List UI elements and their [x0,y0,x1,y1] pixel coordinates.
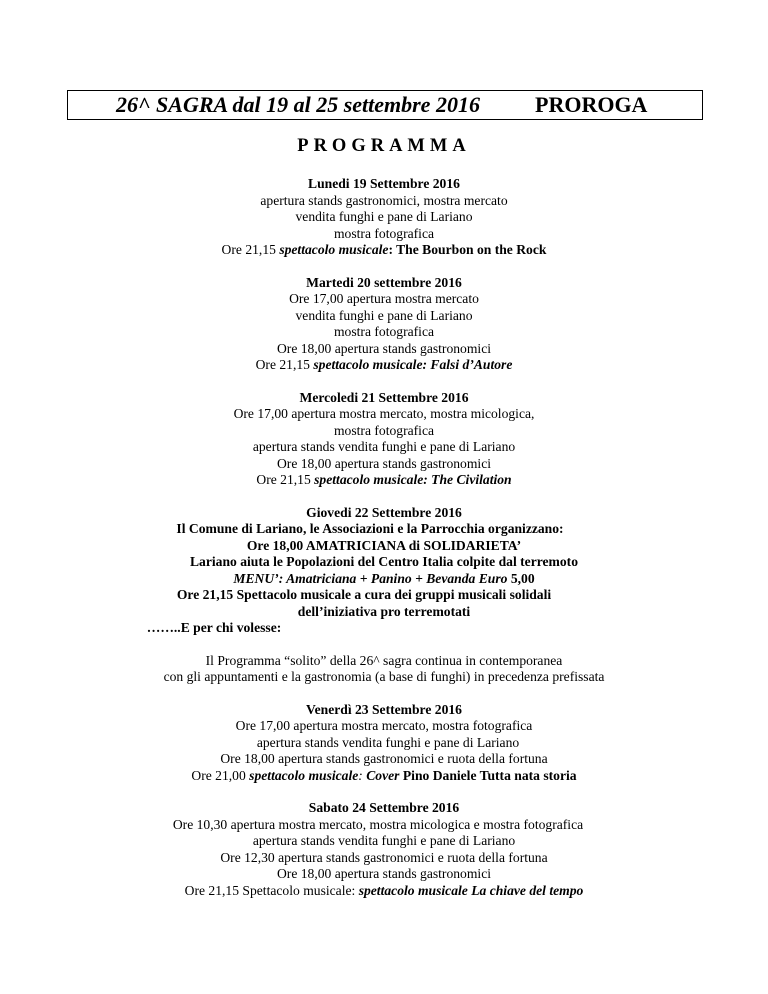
program-line: Ore 18,00 AMATRICIANA di SOLIDARIETA’ [246,537,522,553]
program-line: Ore 17,00 apertura mostra mercato [289,291,479,306]
program-line: Lariano aiuta le Popolazioni del Centro Italia colpite dal terremoto [189,554,578,569]
day-thursday [0,505,768,637]
program-body [0,176,768,899]
note-line: con gli appuntamenti e la gastronomia (a base di funghi) in precedenza prefissata [163,669,605,684]
program-line: Ore 18,00 apertura stands gastronomici [276,866,492,881]
menu-text: MENU’: Amatriciana + Panino + Bevanda Euro [233,570,508,586]
program-line: dell’iniziativa pro terremotati [297,603,471,619]
program-line [0,768,768,785]
program-line: vendita funghi e pane di Lariano [295,209,473,224]
show-label: spettacolo musicale La chiave del tempo [358,882,584,898]
program-line [0,357,768,374]
time-text: Ore 21,15 [255,357,314,372]
program-line [0,883,768,900]
time-text: Ore 21,15 Spettacolo musicale: [184,882,359,898]
day-heading: Lunedi 19 Settembre 2016 [308,176,460,191]
program-line: Ore 17,00 apertura mostra mercato, mostra micologica, [233,406,535,421]
program-line: Ore 18,00 apertura stands gastronomici [276,340,492,356]
show-label: spettacolo musicale [279,242,389,257]
show-label: spettacolo musicale [249,767,359,783]
day-heading: Mercoledi 21 Settembre 2016 [299,389,469,405]
day-heading: Martedi 20 settembre 2016 [306,274,462,290]
time-text: Ore 21,15 [221,242,280,257]
time-text: Ore 21,00 [191,767,250,783]
program-line: apertura stands vendita funghi e pane di Lariano [252,439,516,454]
program-line: Ore 12,30 apertura stands gastronomici e ruota della fortuna [220,849,548,865]
program-line: mostra fotografica [333,422,435,438]
event-title: 26^ SAGRA dal 19 al 25 settembre 2016 [116,92,480,117]
day-saturday [0,800,768,899]
program-line: Ore 17,00 apertura mostra mercato, mostra fotografica [235,718,533,733]
note-line: Il Programma “solito” della 26^ sagra continua in contemporanea [205,652,563,668]
menu-price: 5,00 [507,570,535,586]
program-line: Ore 10,30 apertura mostra mercato, mostra micologica e mostra fotografica [172,816,584,832]
day-wednesday [0,390,768,489]
time-text: Ore 21,15 [256,472,315,487]
program-line [0,571,768,588]
show-act: : The Bourbon on the Rock [388,242,547,257]
program-line: mostra fotografica [333,225,435,241]
show-colon: : [358,767,367,783]
title-box [67,90,703,120]
program-heading: PROGRAMMA [297,136,471,156]
show-label: spettacolo musicale: Falsi d’Autore [313,357,513,372]
program-note [0,653,768,686]
program-line: Ore 21,15 Spettacolo musicale a cura dei gruppi musicali solidali [176,587,552,602]
program-line: Il Comune di Lariano, le Associazioni e la Parrocchia organizzano: [176,521,564,536]
day-heading: Giovedi 22 Settembre 2016 [306,504,462,520]
day-heading: Venerdì 23 Settembre 2016 [306,701,462,717]
program-line [0,242,768,259]
program-line [0,472,768,489]
day-friday [0,702,768,785]
program-line: ……..E per chi volesse: [146,620,282,635]
program-line: apertura stands gastronomici, mostra mercato [260,192,508,208]
show-act: Pino Daniele Tutta nata storia [399,767,577,783]
show-cover: Cover [366,767,400,783]
program-line: apertura stands vendita funghi e pane di Lariano [252,833,516,848]
day-monday [0,176,768,259]
program-line: vendita funghi e pane di Lariano [295,307,473,323]
program-line: mostra fotografica [333,324,435,339]
day-heading: Sabato 24 Settembre 2016 [308,800,460,815]
show-label: spettacolo musicale: The Civilation [314,472,512,487]
day-tuesday [0,275,768,374]
program-line: apertura stands vendita funghi e pane di Lariano [256,734,520,750]
extension-label: PROROGA [535,92,648,117]
program-line: Ore 18,00 apertura stands gastronomici e ruota della fortuna [220,751,548,766]
program-line: Ore 18,00 apertura stands gastronomici [276,455,492,471]
